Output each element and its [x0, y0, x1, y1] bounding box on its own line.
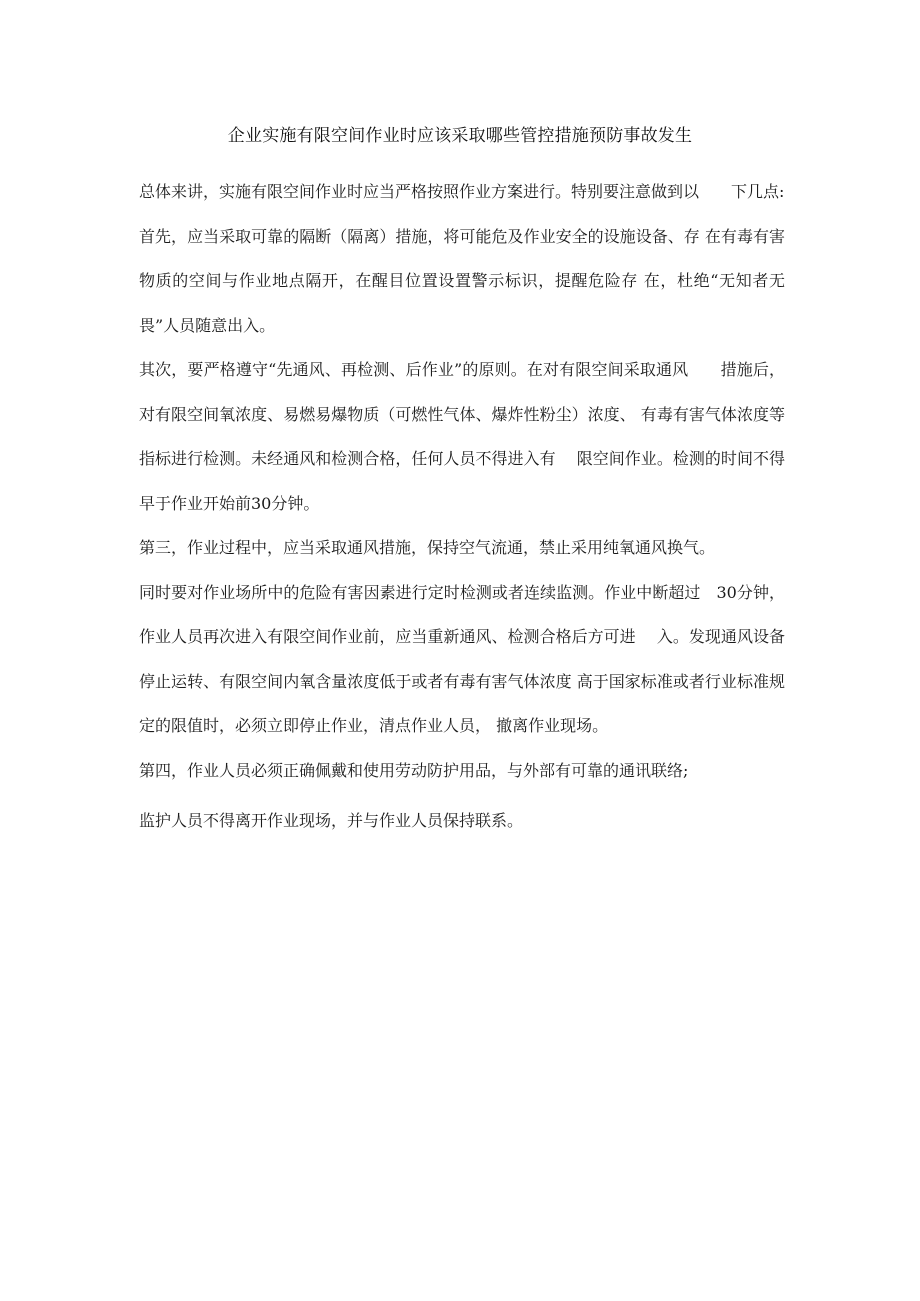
document-title: 企业实施有限空间作业时应该采取哪些管控措施预防事故发生: [227, 126, 693, 146]
paragraph-second: 其次，要严格遵守“先通风、再检测、后作业”的原则。在对有限空间采取通风 措施后，对有限空间氧浓度、易燃易爆物质（可燃性气体、爆炸性粉尘）浓度、 有毒有害气体浓度等指标进行检测。未经通风和检测合格，任何人员不得进入有 限空间作业。检测的时间不得早于作业开始前30分钟。: [139, 360, 785, 513]
paragraph-intro: 总体来讲，实施有限空间作业时应当严格按照作业方案进行。特别要注意做到以 下几点:: [139, 182, 785, 201]
paragraph-supervisor: 监护人员不得离开作业现场，并与作业人员保持联系。: [139, 811, 524, 830]
paragraph-monitoring: 同时要对作业场所中的危险有害因素进行定时检测或者连续监测。作业中断超过 30分钟，作业人员再次进入有限空间作业前，应当重新通风、检测合格后方可进 入。发现通风设备停止运转、有限空间内氧含量浓度低于或者有毒有害气体浓度 高于国家标准或者行业标准规定的限值时，必须立即停止作业，清点作业人员， 撤离作业现场。: [139, 582, 785, 735]
document-body: [139, 170, 785, 844]
paragraph-third: 第三，作业过程中，应当采取通风措施，保持空气流通，禁止采用纯氧通风换气。: [139, 538, 716, 557]
paragraph-first: 首先，应当采取可靠的隔断（隔离）措施，将可能危及作业安全的设施设备、存 在有毒有害物质的空间与作业地点隔开，在醒目位置设置警示标识，提醒危险存 在，杜绝“无知者无畏”人员随意出入。: [139, 226, 785, 335]
paragraph-fourth: 第四，作业人员必须正确佩戴和使用劳动防护用品，与外部有可靠的通讯联络;: [139, 760, 689, 780]
